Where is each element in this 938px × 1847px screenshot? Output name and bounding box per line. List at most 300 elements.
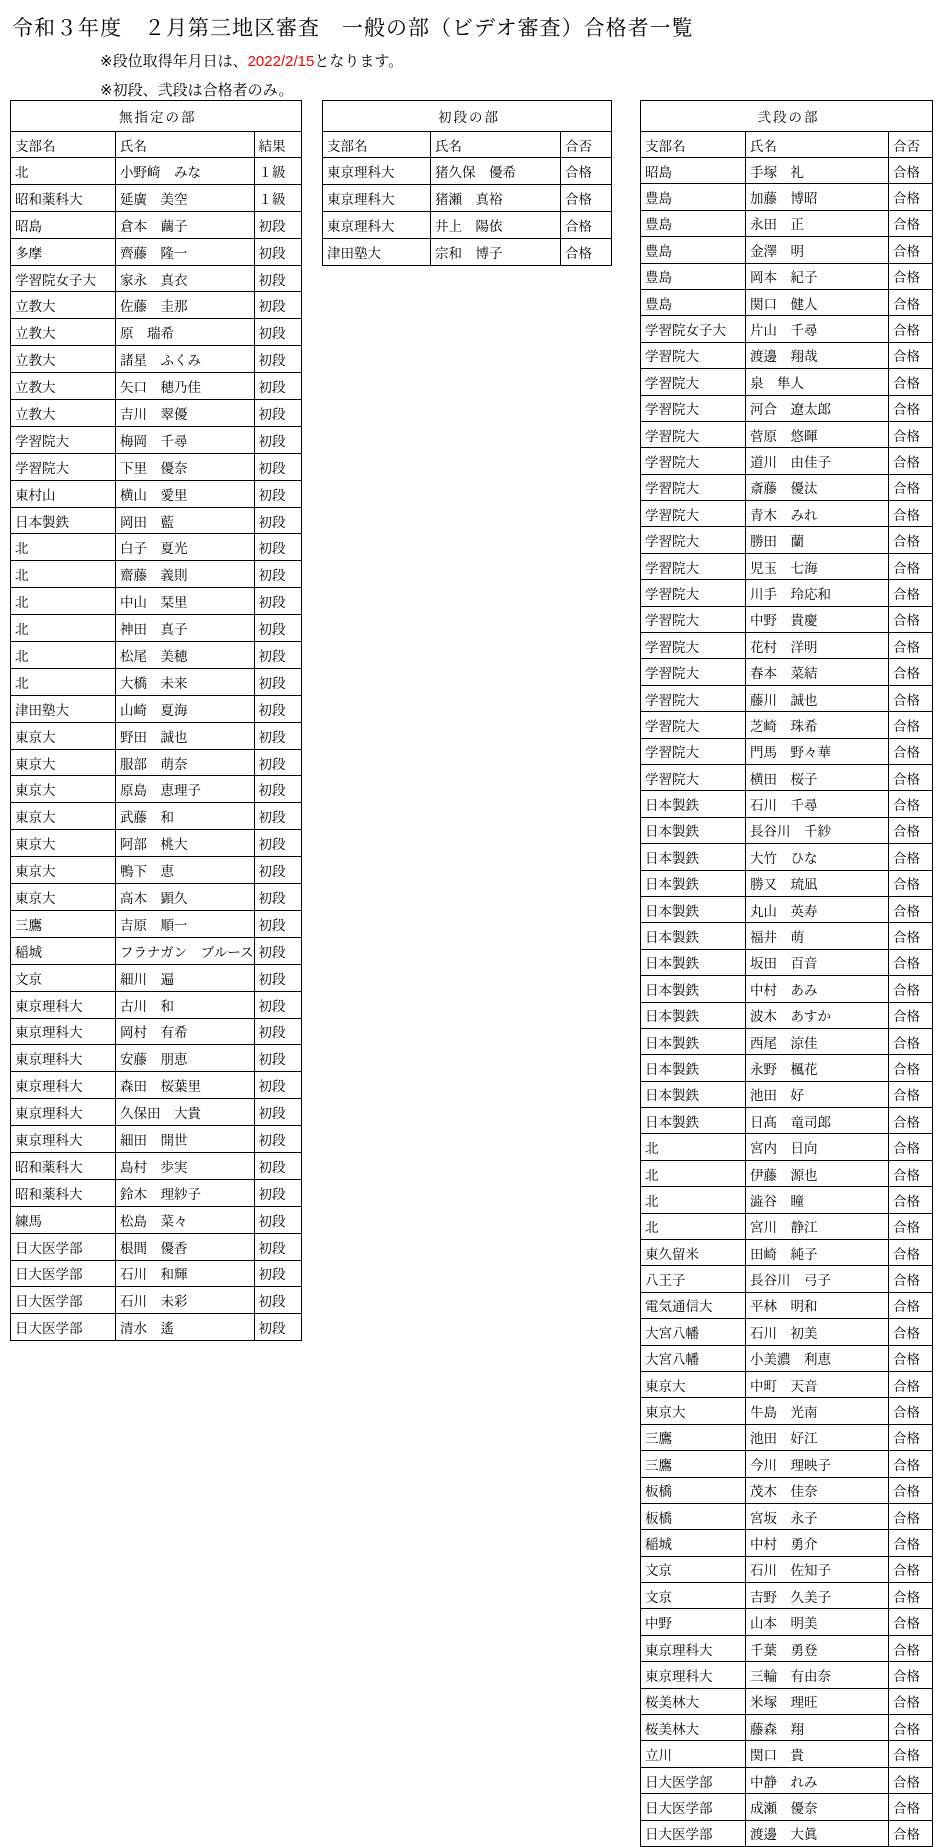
name-cell: 道川 由佳子 bbox=[746, 448, 889, 474]
result-cell: 合格 bbox=[889, 580, 933, 606]
result-cell: 初段 bbox=[254, 937, 301, 964]
name-cell: 西尾 涼佳 bbox=[746, 1028, 889, 1054]
branch-cell: 板橋 bbox=[641, 1477, 746, 1503]
result-cell: 合格 bbox=[889, 1319, 933, 1345]
branch-cell: 日大医学部 bbox=[11, 1314, 116, 1341]
branch-cell: 大宮八幡 bbox=[641, 1319, 746, 1345]
result-cell: 合格 bbox=[889, 844, 933, 870]
name-cell: 諸星 ふくみ bbox=[116, 346, 255, 373]
name-cell: 森田 桜葉里 bbox=[116, 1072, 255, 1099]
name-cell: 石川 佐知子 bbox=[746, 1556, 889, 1582]
table-row bbox=[641, 949, 933, 975]
table-row bbox=[11, 615, 302, 642]
result-cell: １級 bbox=[254, 184, 301, 211]
result-cell: 初段 bbox=[254, 426, 301, 453]
branch-cell: 八王子 bbox=[641, 1266, 746, 1292]
table-row bbox=[641, 580, 933, 606]
branch-cell: 昭島 bbox=[11, 211, 116, 238]
branch-cell: 日大医学部 bbox=[641, 1767, 746, 1793]
result-cell: 合格 bbox=[889, 501, 933, 527]
result-cell: 合格 bbox=[889, 448, 933, 474]
branch-cell: 東京大 bbox=[11, 776, 116, 803]
result-cell: 合格 bbox=[889, 606, 933, 632]
name-cell: 細田 開世 bbox=[116, 1126, 255, 1153]
table-row bbox=[641, 316, 933, 342]
result-cell: 初段 bbox=[254, 453, 301, 480]
table-row bbox=[11, 803, 302, 830]
branch-cell: 日本製鉄 bbox=[641, 976, 746, 1002]
table-row bbox=[11, 1126, 302, 1153]
branch-cell: 昭和薬科大 bbox=[11, 184, 116, 211]
branch-cell: 三鷹 bbox=[11, 910, 116, 937]
branch-cell: 学習院大 bbox=[11, 426, 116, 453]
result-cell: 初段 bbox=[254, 265, 301, 292]
branch-cell: 立川 bbox=[641, 1741, 746, 1767]
branch-cell: 学習院大 bbox=[641, 553, 746, 579]
result-cell: 初段 bbox=[254, 1260, 301, 1287]
result-cell: 合格 bbox=[889, 817, 933, 843]
table-row bbox=[323, 185, 612, 212]
branch-cell: 北 bbox=[11, 158, 116, 185]
branch-cell: 東京理科大 bbox=[323, 212, 431, 239]
column-header: 支部名 bbox=[323, 132, 431, 158]
name-cell: 島村 歩実 bbox=[116, 1152, 255, 1179]
result-cell: 初段 bbox=[254, 1045, 301, 1072]
name-cell: 日髙 竜司郎 bbox=[746, 1108, 889, 1134]
name-cell: 齊藤 隆一 bbox=[116, 238, 255, 265]
branch-cell: 昭和薬科大 bbox=[11, 1152, 116, 1179]
result-cell: 合格 bbox=[889, 289, 933, 315]
branch-cell: 学習院大 bbox=[641, 633, 746, 659]
name-cell: 神田 真子 bbox=[116, 615, 255, 642]
name-cell: 大橋 未来 bbox=[116, 668, 255, 695]
name-cell: 波木 あすか bbox=[746, 1002, 889, 1028]
table-row bbox=[641, 1055, 933, 1081]
table-row bbox=[11, 1152, 302, 1179]
name-cell: 芝崎 珠希 bbox=[746, 712, 889, 738]
name-cell: 青木 みれ bbox=[746, 501, 889, 527]
column-header: 氏名 bbox=[116, 132, 255, 158]
result-cell: 合格 bbox=[889, 712, 933, 738]
result-cell: 合格 bbox=[889, 1688, 933, 1714]
result-cell: 合格 bbox=[889, 791, 933, 817]
result-cell: 初段 bbox=[254, 588, 301, 615]
branch-cell: 学習院大 bbox=[641, 659, 746, 685]
table-row bbox=[11, 1314, 302, 1341]
result-cell: 合格 bbox=[889, 1556, 933, 1582]
table-row bbox=[641, 1609, 933, 1635]
branch-cell: 電気通信大 bbox=[641, 1292, 746, 1318]
result-cell: 初段 bbox=[254, 884, 301, 911]
result-cell: 合格 bbox=[889, 1424, 933, 1450]
table-row bbox=[11, 588, 302, 615]
branch-cell: 東京大 bbox=[641, 1371, 746, 1397]
branch-cell: 東京理科大 bbox=[11, 1072, 116, 1099]
note-date-value: 2022/2/15 bbox=[247, 53, 315, 70]
branch-cell: 学習院大 bbox=[641, 580, 746, 606]
result-cell: 初段 bbox=[254, 695, 301, 722]
name-cell: 鈴木 理紗子 bbox=[116, 1179, 255, 1206]
table-title-row bbox=[11, 101, 302, 132]
table-row bbox=[641, 1424, 933, 1450]
result-cell: 合格 bbox=[889, 738, 933, 764]
name-cell: 田崎 純子 bbox=[746, 1240, 889, 1266]
name-cell: 齋藤 義則 bbox=[116, 561, 255, 588]
table-row bbox=[323, 239, 612, 266]
name-cell: 山本 明美 bbox=[746, 1609, 889, 1635]
table-row bbox=[11, 534, 302, 561]
branch-cell: 学習院大 bbox=[641, 369, 746, 395]
branch-cell: 日本製鉄 bbox=[641, 896, 746, 922]
table-row bbox=[11, 830, 302, 857]
table-nidan-division bbox=[640, 100, 933, 1847]
branch-cell: 北 bbox=[641, 1160, 746, 1186]
result-cell: 合格 bbox=[889, 184, 933, 210]
table-row bbox=[641, 633, 933, 659]
name-cell: 宗和 博子 bbox=[431, 239, 561, 266]
branch-cell: 桜美林大 bbox=[641, 1688, 746, 1714]
branch-cell: 東京理科大 bbox=[11, 1099, 116, 1126]
name-cell: 川手 玲応和 bbox=[746, 580, 889, 606]
name-cell: 坂田 百音 bbox=[746, 949, 889, 975]
branch-cell: 立教大 bbox=[11, 373, 116, 400]
table-title: 弐段の部 bbox=[641, 101, 933, 132]
name-cell: 渡邊 大眞 bbox=[746, 1820, 889, 1846]
result-cell: 初段 bbox=[254, 668, 301, 695]
name-cell: 花村 洋明 bbox=[746, 633, 889, 659]
table-row bbox=[641, 1002, 933, 1028]
table-row bbox=[641, 1477, 933, 1503]
name-cell: 春本 菜結 bbox=[746, 659, 889, 685]
branch-cell: 昭島 bbox=[641, 158, 746, 184]
branch-cell: 日大医学部 bbox=[11, 1260, 116, 1287]
name-cell: 猪久保 優希 bbox=[431, 158, 561, 185]
table-row bbox=[641, 606, 933, 632]
branch-cell: 日大医学部 bbox=[641, 1794, 746, 1820]
name-cell: 勝又 琉凪 bbox=[746, 870, 889, 896]
table-row bbox=[11, 346, 302, 373]
name-cell: 細川 遍 bbox=[116, 964, 255, 991]
result-cell: 初段 bbox=[254, 857, 301, 884]
name-cell: 澁谷 瞳 bbox=[746, 1187, 889, 1213]
table-row bbox=[641, 791, 933, 817]
table-row bbox=[641, 1028, 933, 1054]
result-cell: 合格 bbox=[889, 1371, 933, 1397]
table-title: 無指定の部 bbox=[11, 101, 302, 132]
result-cell: 初段 bbox=[254, 964, 301, 991]
name-cell: 延廣 美空 bbox=[116, 184, 255, 211]
branch-cell: 日大医学部 bbox=[11, 1287, 116, 1314]
name-cell: 中村 あみ bbox=[746, 976, 889, 1002]
result-cell: 合格 bbox=[889, 553, 933, 579]
branch-cell: 豊島 bbox=[641, 210, 746, 236]
name-cell: 猪瀬 真裕 bbox=[431, 185, 561, 212]
table-row bbox=[641, 553, 933, 579]
table-row bbox=[641, 158, 933, 184]
table-row bbox=[641, 896, 933, 922]
result-cell: 合格 bbox=[889, 1213, 933, 1239]
table-row bbox=[11, 642, 302, 669]
branch-cell: 東京理科大 bbox=[323, 185, 431, 212]
result-cell: 初段 bbox=[254, 507, 301, 534]
result-cell: 合格 bbox=[561, 185, 612, 212]
branch-cell: 東京大 bbox=[11, 830, 116, 857]
name-cell: 河合 遼太郎 bbox=[746, 395, 889, 421]
branch-cell: 東京理科大 bbox=[11, 1045, 116, 1072]
branch-cell: 日本製鉄 bbox=[641, 1081, 746, 1107]
result-cell: 合格 bbox=[889, 1055, 933, 1081]
branch-cell: 日本製鉄 bbox=[641, 817, 746, 843]
name-cell: 阿部 桃大 bbox=[116, 830, 255, 857]
table-row bbox=[641, 712, 933, 738]
table-row bbox=[641, 395, 933, 421]
table-row bbox=[11, 1018, 302, 1045]
name-cell: 伊藤 源也 bbox=[746, 1160, 889, 1186]
branch-cell: 東京大 bbox=[11, 803, 116, 830]
name-cell: 宮坂 永子 bbox=[746, 1503, 889, 1529]
table-row bbox=[641, 1688, 933, 1714]
result-cell: 合格 bbox=[889, 1503, 933, 1529]
branch-cell: 東京理科大 bbox=[11, 1018, 116, 1045]
branch-cell: 学習院大 bbox=[641, 474, 746, 500]
result-cell: 合格 bbox=[889, 237, 933, 263]
branch-cell: 東京理科大 bbox=[323, 158, 431, 185]
name-cell: 泉 隼人 bbox=[746, 369, 889, 395]
branch-cell: 日本製鉄 bbox=[641, 949, 746, 975]
table-row bbox=[11, 1179, 302, 1206]
result-cell: 合格 bbox=[889, 976, 933, 1002]
result-cell: 合格 bbox=[889, 1398, 933, 1424]
name-cell: 吉川 翠優 bbox=[116, 400, 255, 427]
name-cell: 岡本 紀子 bbox=[746, 263, 889, 289]
table-row bbox=[11, 884, 302, 911]
table-row bbox=[641, 263, 933, 289]
branch-cell: 日本製鉄 bbox=[641, 1028, 746, 1054]
table-row bbox=[641, 369, 933, 395]
note-text-suffix: となります。 bbox=[314, 53, 404, 70]
branch-cell: 練馬 bbox=[11, 1206, 116, 1233]
branch-cell: 学習院大 bbox=[641, 421, 746, 447]
branch-cell: 豊島 bbox=[641, 263, 746, 289]
branch-cell: 日本製鉄 bbox=[641, 923, 746, 949]
result-cell: 合格 bbox=[889, 896, 933, 922]
table-row bbox=[641, 1794, 933, 1820]
result-cell: 初段 bbox=[254, 292, 301, 319]
result-cell: 初段 bbox=[254, 400, 301, 427]
table-row bbox=[11, 1045, 302, 1072]
branch-cell: 学習院大 bbox=[641, 764, 746, 790]
name-cell: 石川 未彩 bbox=[116, 1287, 255, 1314]
branch-cell: 学習院大 bbox=[641, 342, 746, 368]
name-cell: 石川 初美 bbox=[746, 1319, 889, 1345]
table-row bbox=[641, 1530, 933, 1556]
table-row bbox=[11, 857, 302, 884]
branch-cell: 多摩 bbox=[11, 238, 116, 265]
branch-cell: 学習院大 bbox=[11, 453, 116, 480]
result-cell: 初段 bbox=[254, 803, 301, 830]
name-cell: 石川 和輝 bbox=[116, 1260, 255, 1287]
table-row bbox=[11, 1233, 302, 1260]
name-cell: 家永 真衣 bbox=[116, 265, 255, 292]
branch-cell: 日大医学部 bbox=[641, 1820, 746, 1846]
table-row bbox=[641, 1213, 933, 1239]
table-row bbox=[641, 685, 933, 711]
table-row bbox=[641, 1635, 933, 1661]
result-cell: 合格 bbox=[889, 1002, 933, 1028]
branch-cell: 東京大 bbox=[11, 857, 116, 884]
branch-cell: 北 bbox=[11, 642, 116, 669]
branch-cell: 桜美林大 bbox=[641, 1715, 746, 1741]
branch-cell: 北 bbox=[11, 615, 116, 642]
branch-cell: 三鷹 bbox=[641, 1451, 746, 1477]
result-cell: 合格 bbox=[889, 342, 933, 368]
branch-cell: 立教大 bbox=[11, 292, 116, 319]
name-cell: 門馬 野々華 bbox=[746, 738, 889, 764]
table-row bbox=[641, 976, 933, 1002]
result-cell: 合格 bbox=[889, 527, 933, 553]
result-cell: 合格 bbox=[889, 1292, 933, 1318]
column-header: 結果 bbox=[254, 132, 301, 158]
name-cell: 横山 愛里 bbox=[116, 480, 255, 507]
name-cell: 岡田 藍 bbox=[116, 507, 255, 534]
name-cell: 岡村 有希 bbox=[116, 1018, 255, 1045]
branch-cell: 大宮八幡 bbox=[641, 1345, 746, 1371]
branch-cell: 東京大 bbox=[11, 749, 116, 776]
result-cell: 合格 bbox=[889, 395, 933, 421]
result-cell: 初段 bbox=[254, 1018, 301, 1045]
name-cell: 関口 健人 bbox=[746, 289, 889, 315]
name-cell: 今川 理映子 bbox=[746, 1451, 889, 1477]
result-cell: 合格 bbox=[889, 659, 933, 685]
branch-cell: 日大医学部 bbox=[11, 1233, 116, 1260]
result-cell: 合格 bbox=[561, 158, 612, 185]
name-cell: 梅岡 千尋 bbox=[116, 426, 255, 453]
table-row bbox=[641, 870, 933, 896]
name-cell: 池田 好江 bbox=[746, 1424, 889, 1450]
name-cell: 中町 天音 bbox=[746, 1371, 889, 1397]
branch-cell: 学習院大 bbox=[641, 395, 746, 421]
result-cell: 初段 bbox=[254, 722, 301, 749]
branch-cell: 東京理科大 bbox=[641, 1662, 746, 1688]
table-row bbox=[641, 738, 933, 764]
table-row bbox=[11, 373, 302, 400]
result-cell: 初段 bbox=[254, 534, 301, 561]
table-row bbox=[11, 1206, 302, 1233]
name-cell: 下里 優奈 bbox=[116, 453, 255, 480]
branch-cell: 学習院大 bbox=[641, 685, 746, 711]
name-cell: 武藤 和 bbox=[116, 803, 255, 830]
name-cell: 久保田 大貴 bbox=[116, 1099, 255, 1126]
name-cell: 勝田 蘭 bbox=[746, 527, 889, 553]
result-cell: 合格 bbox=[889, 1662, 933, 1688]
name-cell: 藤森 翔 bbox=[746, 1715, 889, 1741]
branch-cell: 日本製鉄 bbox=[11, 507, 116, 534]
table-row bbox=[11, 695, 302, 722]
branch-cell: 学習院大 bbox=[641, 501, 746, 527]
table-title-row bbox=[641, 101, 933, 132]
result-cell: 初段 bbox=[254, 1152, 301, 1179]
column-header-row bbox=[11, 132, 302, 158]
branch-cell: 北 bbox=[641, 1134, 746, 1160]
table-row bbox=[323, 212, 612, 239]
branch-cell: 日本製鉄 bbox=[641, 844, 746, 870]
result-cell: 合格 bbox=[889, 1583, 933, 1609]
name-cell: 関口 貴 bbox=[746, 1741, 889, 1767]
table-row bbox=[11, 400, 302, 427]
name-cell: 清水 遙 bbox=[116, 1314, 255, 1341]
branch-cell: 立教大 bbox=[11, 346, 116, 373]
name-cell: 石川 千尋 bbox=[746, 791, 889, 817]
name-cell: 小美濃 利恵 bbox=[746, 1345, 889, 1371]
name-cell: 中村 勇介 bbox=[746, 1530, 889, 1556]
name-cell: 服部 萌奈 bbox=[116, 749, 255, 776]
name-cell: 手塚 礼 bbox=[746, 158, 889, 184]
result-cell: 合格 bbox=[889, 1477, 933, 1503]
name-cell: 野田 誠也 bbox=[116, 722, 255, 749]
result-cell: 合格 bbox=[889, 1081, 933, 1107]
result-cell: 合格 bbox=[889, 474, 933, 500]
page-title: 令和３年度 ２月第三地区審査 一般の部（ビデオ審査）合格者一覧 bbox=[12, 17, 694, 40]
table-row bbox=[641, 764, 933, 790]
column-header: 支部名 bbox=[641, 132, 746, 158]
branch-cell: 学習院大 bbox=[641, 606, 746, 632]
table-row bbox=[641, 1398, 933, 1424]
table-row bbox=[641, 1503, 933, 1529]
table-row bbox=[11, 1099, 302, 1126]
table-row bbox=[641, 210, 933, 236]
name-cell: 井上 陽依 bbox=[431, 212, 561, 239]
name-cell: 吉野 久美子 bbox=[746, 1583, 889, 1609]
result-cell: 初段 bbox=[254, 615, 301, 642]
column-header: 合否 bbox=[561, 132, 612, 158]
result-cell: 初段 bbox=[254, 642, 301, 669]
table-row bbox=[641, 1240, 933, 1266]
result-cell: 合格 bbox=[561, 212, 612, 239]
result-cell: 合格 bbox=[889, 949, 933, 975]
branch-cell: 文京 bbox=[641, 1583, 746, 1609]
branch-cell: 立教大 bbox=[11, 400, 116, 427]
result-cell: 初段 bbox=[254, 1233, 301, 1260]
name-cell: 横田 桜子 bbox=[746, 764, 889, 790]
result-cell: 合格 bbox=[889, 158, 933, 184]
branch-cell: 北 bbox=[11, 668, 116, 695]
name-cell: 根間 優香 bbox=[116, 1233, 255, 1260]
branch-cell: 東村山 bbox=[11, 480, 116, 507]
name-cell: 藤川 誠也 bbox=[746, 685, 889, 711]
result-cell: 合格 bbox=[889, 1635, 933, 1661]
result-cell: 合格 bbox=[889, 1134, 933, 1160]
table-row bbox=[11, 910, 302, 937]
table-row bbox=[11, 265, 302, 292]
name-cell: 原 瑞希 bbox=[116, 319, 255, 346]
result-cell: 合格 bbox=[889, 1160, 933, 1186]
result-cell: 初段 bbox=[254, 1179, 301, 1206]
branch-cell: 豊島 bbox=[641, 237, 746, 263]
table-row bbox=[641, 1160, 933, 1186]
table-row bbox=[641, 1767, 933, 1793]
name-cell: 松尾 美穂 bbox=[116, 642, 255, 669]
branch-cell: 日本製鉄 bbox=[641, 1108, 746, 1134]
result-cell: 初段 bbox=[254, 480, 301, 507]
branch-cell: 中野 bbox=[641, 1609, 746, 1635]
name-cell: 高木 顕久 bbox=[116, 884, 255, 911]
branch-cell: 北 bbox=[641, 1187, 746, 1213]
branch-cell: 日本製鉄 bbox=[641, 1002, 746, 1028]
column-header: 氏名 bbox=[746, 132, 889, 158]
name-cell: 三輪 有由奈 bbox=[746, 1662, 889, 1688]
table-row bbox=[641, 501, 933, 527]
result-cell: 合格 bbox=[889, 1240, 933, 1266]
